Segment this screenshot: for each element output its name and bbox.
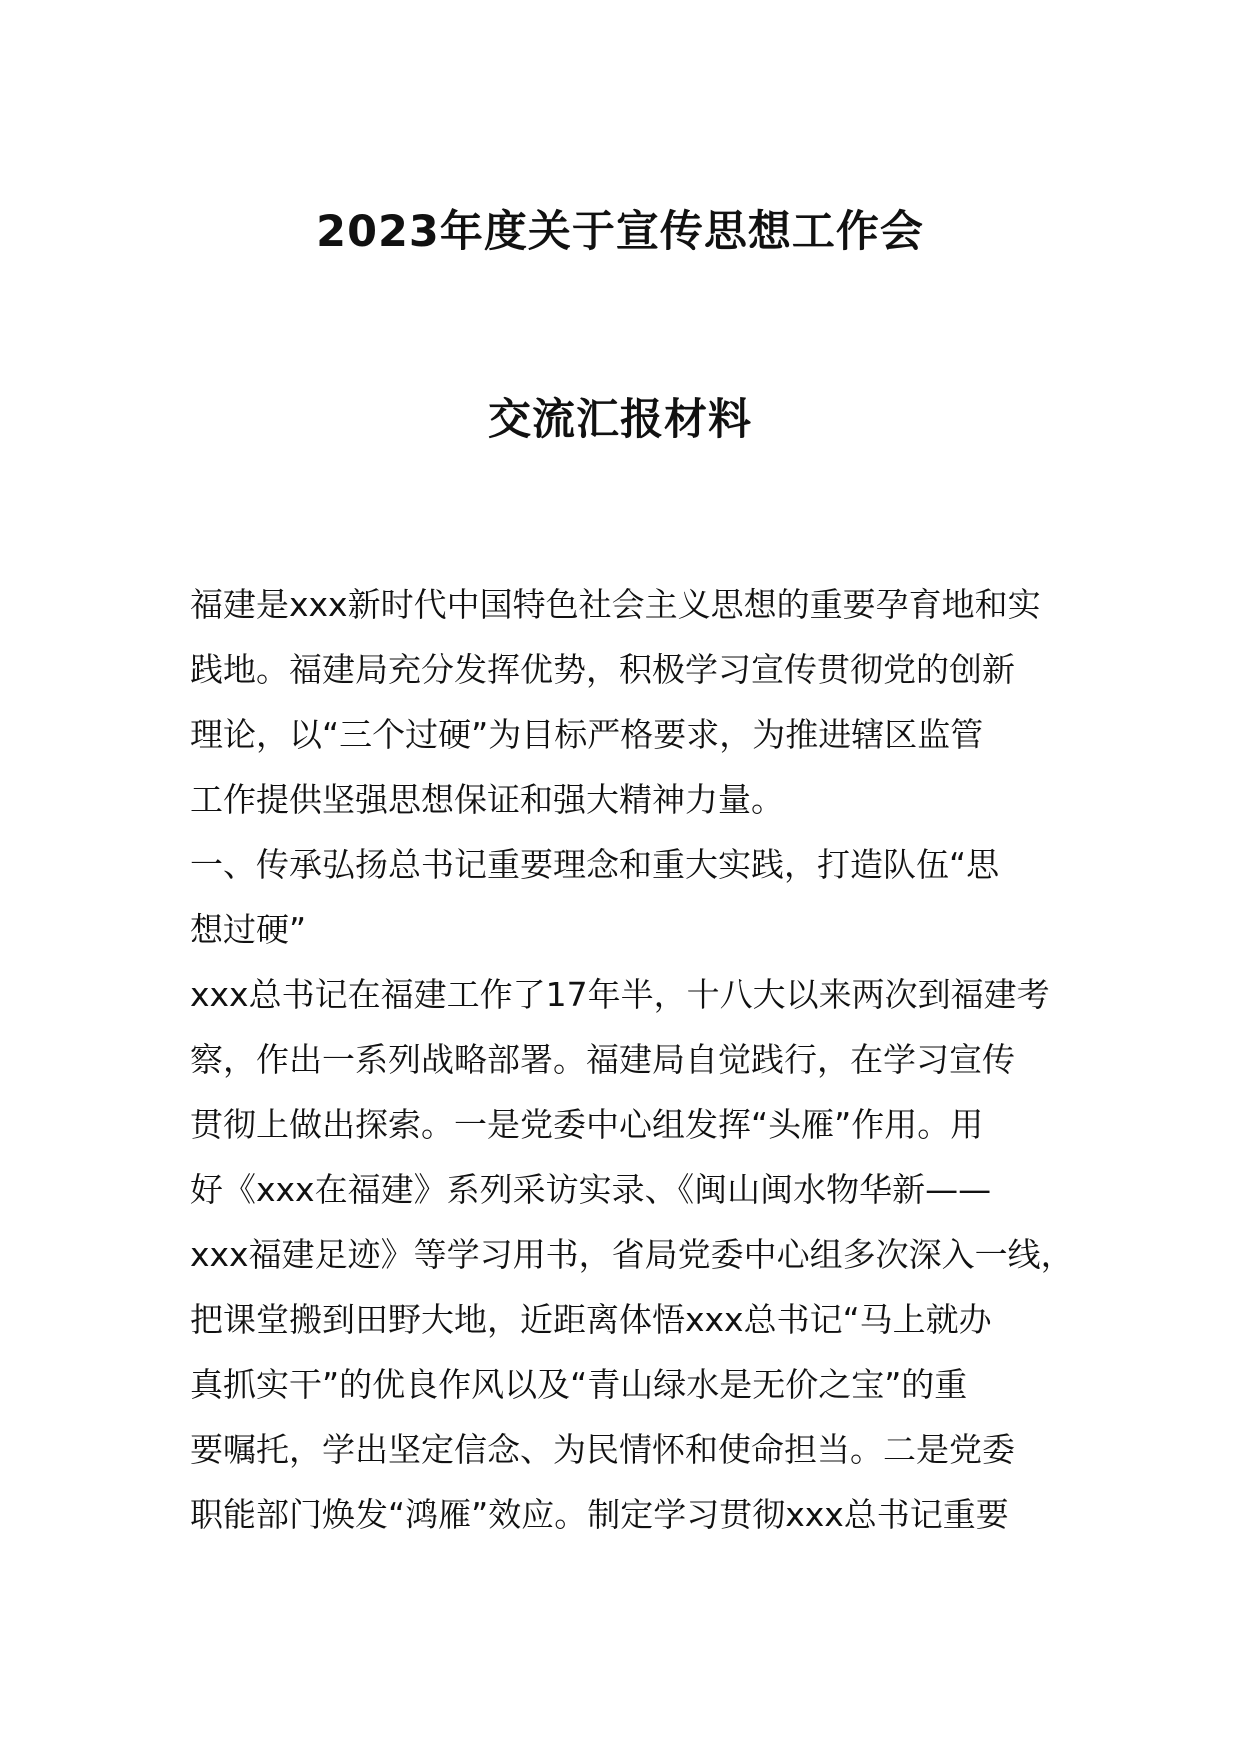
body-line: 贯彻上做出探索。一是党委中心组发挥“头雁”作用。用 [190,1105,984,1144]
body-line: 践地。福建局充分发挥优势，积极学习宣传贯彻党的创新 [190,650,1015,689]
body-line: 工作提供坚强思想保证和强大精神力量。 [190,780,784,819]
body-line: xxx福建足迹》等学习用书，省局党委中心组多次深入一线， [190,1235,1074,1274]
document-title-line-2: 交流汇报材料 [488,395,752,445]
body-line: 理论，以“三个过硬”为目标严格要求，为推进辖区监管 [190,715,984,754]
document-title-line-1: 2023年度关于宣传思想工作会 [316,207,924,257]
section-heading-line: 一、传承弘扬总书记重要理念和重大实践，打造队伍“思 [190,845,1000,884]
body-line: xxx总书记在福建工作了17年半，十八大以来两次到福建考 [190,975,1050,1014]
body-line: 把课堂搬到田野大地，近距离体悟xxx总书记“马上就办 [190,1300,992,1339]
body-line: 职能部门焕发“鸿雁”效应。制定学习贯彻xxx总书记重要 [190,1495,1009,1534]
body-line: 察，作出一系列战略部署。福建局自觉践行，在学习宣传 [190,1040,1015,1079]
body-line: 福建是xxx新时代中国特色社会主义思想的重要孕育地和实 [190,585,1041,624]
body-line: 真抓实干”的优良作风以及“青山绿水是无价之宝”的重 [190,1365,968,1404]
section-heading-line: 想过硬” [190,910,307,949]
body-line: 好《xxx在福建》系列采访实录、《闽山闽水物华新—— [190,1170,992,1209]
body-line: 要嘱托，学出坚定信念、为民情怀和使命担当。二是党委 [190,1430,1015,1469]
document-body [190,572,1080,1547]
